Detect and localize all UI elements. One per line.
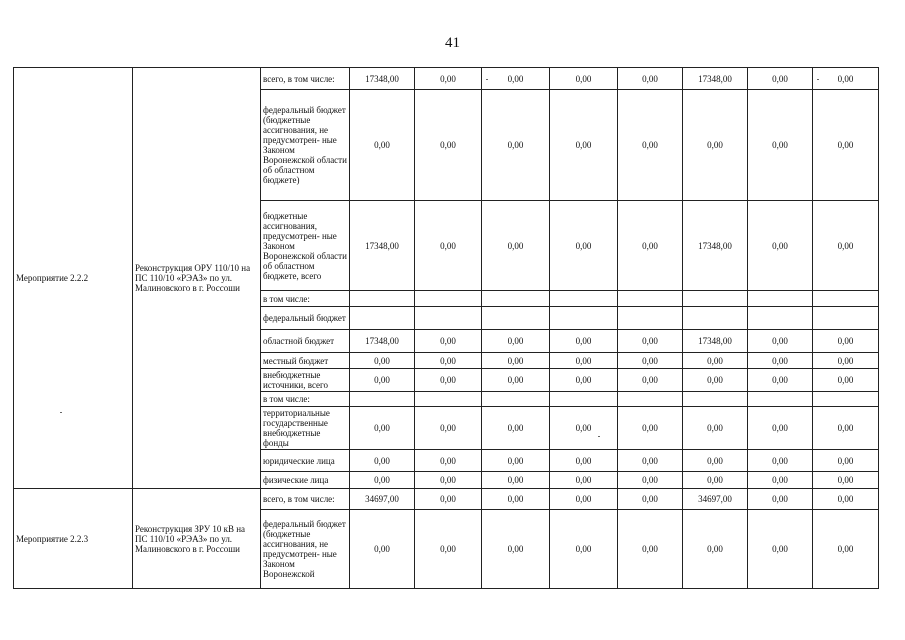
amount-cell: 0,00 xyxy=(482,353,550,369)
measure-name: Мероприятие 2.2.2 xyxy=(14,68,133,489)
amount-cell: 0,00 xyxy=(415,90,482,201)
amount-cell: 0,00 xyxy=(748,489,813,510)
amount-cell: 0,00 xyxy=(415,510,482,589)
amount-cell: 0,00 xyxy=(748,201,813,291)
amount-cell xyxy=(350,392,415,407)
amount-cell: 0,00 xyxy=(748,450,813,472)
amount-cell: 0,00 xyxy=(415,330,482,353)
amount-cell: 0,00 xyxy=(813,90,879,201)
amount-cell: 0,00 xyxy=(683,90,748,201)
amount-cell: 0,00 xyxy=(550,407,618,450)
funding-source: в том числе: xyxy=(261,291,350,307)
amount-cell: 0,00 xyxy=(350,90,415,201)
amount-cell xyxy=(683,392,748,407)
amount-cell xyxy=(813,291,879,307)
amount-cell: 0,00 xyxy=(813,353,879,369)
amount-cell: 0,00 xyxy=(415,489,482,510)
funding-source: физические лица xyxy=(261,472,350,489)
amount-cell: 34697,00 xyxy=(350,489,415,510)
amount-cell: 0,00 xyxy=(482,407,550,450)
amount-cell xyxy=(550,392,618,407)
amount-cell xyxy=(482,291,550,307)
amount-cell: 0,00 xyxy=(748,472,813,489)
amount-cell: 0,00 xyxy=(482,510,550,589)
amount-cell: 0,00 xyxy=(350,369,415,392)
amount-cell: 0,00 xyxy=(550,472,618,489)
amount-cell: 0,00 xyxy=(550,68,618,90)
amount-cell xyxy=(550,307,618,330)
amount-cell xyxy=(415,392,482,407)
amount-cell: 0,00 xyxy=(550,510,618,589)
amount-cell: 17348,00 xyxy=(683,68,748,90)
amount-cell xyxy=(350,291,415,307)
amount-cell: 0,00 xyxy=(813,330,879,353)
table-row xyxy=(14,68,879,90)
funding-source: федеральный бюджет (бюджетные ассигнования, не предусмотрен- ные Законом Воронежской области об областном бюджете) xyxy=(261,90,350,201)
amount-cell xyxy=(482,392,550,407)
amount-cell: 17348,00 xyxy=(683,201,748,291)
amount-cell: 0,00 xyxy=(350,353,415,369)
amount-cell: 0,00 xyxy=(415,68,482,90)
amount-cell: 0,00 xyxy=(618,369,683,392)
amount-cell xyxy=(618,291,683,307)
measure-title: Реконструкция ЗРУ 10 кВ на ПС 110/10 «РЭАЗ» по ул. Малиновского в г. Россоши xyxy=(133,489,261,589)
amount-cell xyxy=(550,291,618,307)
amount-cell: 0,00 xyxy=(550,369,618,392)
amount-cell: 0,00 xyxy=(482,369,550,392)
amount-cell: 0,00 xyxy=(550,330,618,353)
amount-cell: 0,00 xyxy=(618,407,683,450)
amount-cell: 0,00 xyxy=(550,90,618,201)
amount-cell xyxy=(748,291,813,307)
amount-cell: 0,00 xyxy=(482,330,550,353)
amount-cell: 0,00 xyxy=(813,472,879,489)
amount-cell: 17348,00 xyxy=(350,330,415,353)
amount-cell: 0,00 xyxy=(550,489,618,510)
amount-cell: 0,00 xyxy=(748,330,813,353)
funding-source: местный бюджет xyxy=(261,353,350,369)
amount-cell: 0,00 xyxy=(350,450,415,472)
funding-source: областной бюджет xyxy=(261,330,350,353)
table-row xyxy=(14,489,879,510)
amount-cell xyxy=(748,307,813,330)
amount-cell: 0,00 xyxy=(683,353,748,369)
funding-source: всего, в том числе: xyxy=(261,68,350,90)
amount-cell: 0,00 xyxy=(813,510,879,589)
amount-cell: 17348,00 xyxy=(350,68,415,90)
amount-cell xyxy=(415,307,482,330)
amount-cell: 0,00 xyxy=(482,489,550,510)
amount-cell: 0,00 xyxy=(683,407,748,450)
amount-cell: 0,00 xyxy=(350,407,415,450)
amount-cell: 0,00 xyxy=(618,472,683,489)
amount-cell: 17348,00 xyxy=(683,330,748,353)
funding-source: территориальные государственные внебюджетные фонды xyxy=(261,407,350,450)
amount-cell: 0,00 xyxy=(415,450,482,472)
amount-cell: 0,00 xyxy=(813,201,879,291)
amount-cell xyxy=(813,307,879,330)
funding-source: в том числе: xyxy=(261,392,350,407)
amount-cell xyxy=(350,307,415,330)
amount-cell: 0,00 xyxy=(482,90,550,201)
amount-cell xyxy=(813,392,879,407)
amount-cell: 0,00 xyxy=(482,201,550,291)
amount-cell: 0,00 xyxy=(813,68,879,90)
amount-cell: 0,00 xyxy=(748,407,813,450)
table-body xyxy=(14,68,879,589)
amount-cell xyxy=(683,307,748,330)
funding-source: федеральный бюджет (бюджетные ассигнования, не предусмотрен- ные Законом Воронежской xyxy=(261,510,350,589)
amount-cell: 0,00 xyxy=(618,353,683,369)
amount-cell: 0,00 xyxy=(813,489,879,510)
amount-cell: 0,00 xyxy=(618,330,683,353)
funding-source: всего, в том числе: xyxy=(261,489,350,510)
amount-cell: 0,00 xyxy=(618,68,683,90)
amount-cell: 0,00 xyxy=(415,369,482,392)
amount-cell: 0,00 xyxy=(618,489,683,510)
amount-cell xyxy=(748,392,813,407)
page-number: 41 xyxy=(445,35,460,51)
funding-source: внебюджетные источники, всего xyxy=(261,369,350,392)
budget-table xyxy=(13,67,879,589)
amount-cell xyxy=(618,392,683,407)
amount-cell: 0,00 xyxy=(618,201,683,291)
amount-cell: 0,00 xyxy=(550,201,618,291)
amount-cell: 0,00 xyxy=(415,472,482,489)
amount-cell: 0,00 xyxy=(813,407,879,450)
amount-cell: 0,00 xyxy=(415,407,482,450)
amount-cell: 0,00 xyxy=(482,68,550,90)
amount-cell: 0,00 xyxy=(550,450,618,472)
amount-cell: 0,00 xyxy=(813,369,879,392)
amount-cell: 0,00 xyxy=(415,353,482,369)
amount-cell: 0,00 xyxy=(482,450,550,472)
funding-source: федеральный бюджет xyxy=(261,307,350,330)
amount-cell: 0,00 xyxy=(482,472,550,489)
amount-cell: 0,00 xyxy=(748,353,813,369)
amount-cell xyxy=(683,291,748,307)
amount-cell xyxy=(415,291,482,307)
amount-cell: 0,00 xyxy=(748,369,813,392)
amount-cell: 0,00 xyxy=(415,201,482,291)
amount-cell: 34697,00 xyxy=(683,489,748,510)
amount-cell: 0,00 xyxy=(813,450,879,472)
amount-cell: 0,00 xyxy=(683,472,748,489)
amount-cell: 0,00 xyxy=(350,510,415,589)
measure-name: Мероприятие 2.2.3 xyxy=(14,489,133,589)
amount-cell: 0,00 xyxy=(683,450,748,472)
amount-cell: 0,00 xyxy=(748,510,813,589)
amount-cell: 17348,00 xyxy=(350,201,415,291)
amount-cell: 0,00 xyxy=(683,510,748,589)
amount-cell: 0,00 xyxy=(748,68,813,90)
amount-cell: 0,00 xyxy=(683,369,748,392)
funding-source: юридические лица xyxy=(261,450,350,472)
amount-cell: 0,00 xyxy=(618,510,683,589)
amount-cell xyxy=(618,307,683,330)
amount-cell: 0,00 xyxy=(618,450,683,472)
amount-cell: 0,00 xyxy=(618,90,683,201)
amount-cell: 0,00 xyxy=(748,90,813,201)
amount-cell: 0,00 xyxy=(550,353,618,369)
funding-source: бюджетные ассигнования, предусмотрен- ные Законом Воронежской области об областном бюджете, всего xyxy=(261,201,350,291)
measure-title: Реконструкция ОРУ 110/10 на ПС 110/10 «РЭАЗ» по ул. Малиновского в г. Россоши xyxy=(133,68,261,489)
amount-cell: 0,00 xyxy=(350,472,415,489)
amount-cell xyxy=(482,307,550,330)
